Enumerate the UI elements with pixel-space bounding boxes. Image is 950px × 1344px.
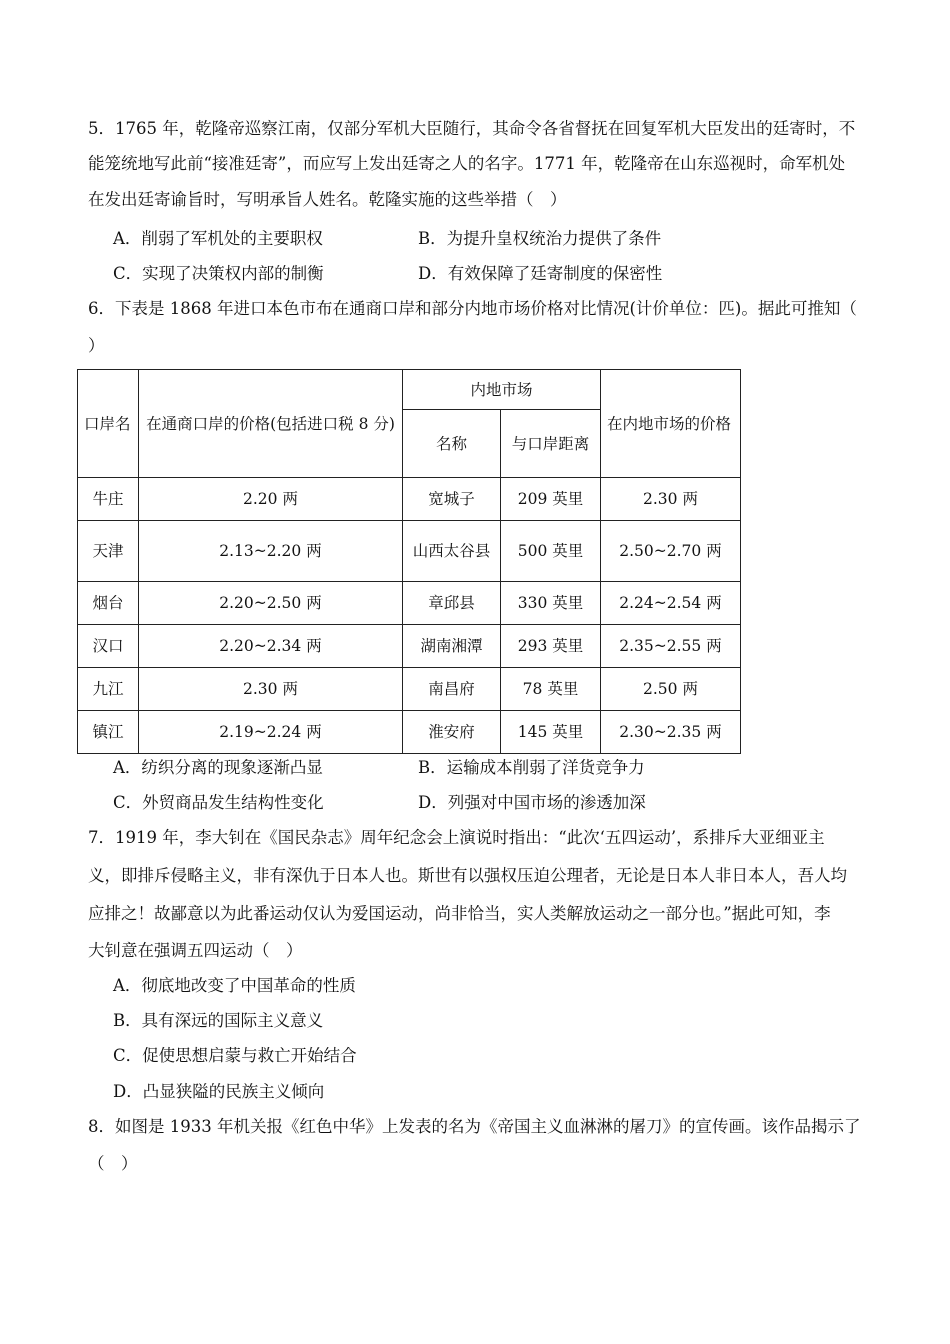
cell-name: 湖南湘潭	[403, 625, 501, 668]
header-inland-price: 在内地市场的价格	[601, 370, 741, 478]
table-row	[78, 478, 741, 521]
cell-inland-price: 2.35~2.55 两	[601, 625, 741, 668]
price-table	[77, 369, 741, 754]
cell-port: 烟台	[78, 582, 139, 625]
cell-inland-price: 2.24~2.54 两	[601, 582, 741, 625]
cell-port-price: 2.13~2.20 两	[139, 521, 403, 582]
cell-port-price: 2.20 两	[139, 478, 403, 521]
table-row	[78, 711, 741, 754]
header-port-price: 在通商口岸的价格(包括进口税 8 分)	[139, 370, 403, 478]
cell-name: 淮安府	[403, 711, 501, 754]
cell-inland-price: 2.50 两	[601, 668, 741, 711]
cell-distance: 209 英里	[501, 478, 601, 521]
cell-inland-price: 2.50~2.70 两	[601, 521, 741, 582]
table-row	[78, 625, 741, 668]
q7-stem-line-3: 应排之！故鄙意以为此番运动仅认为爱国运动，尚非恰当，实人类解放运动之一部分也。”据此可知，李	[88, 904, 831, 923]
cell-port: 九江	[78, 668, 139, 711]
q7-option-d: D．凸显狭隘的民族主义倾向	[113, 1082, 325, 1101]
q7-option-c: C．促使思想启蒙与救亡开始结合	[113, 1046, 357, 1065]
q8-stem-line-2: （ ）	[88, 1154, 138, 1173]
q7-stem-line-4: 大钊意在强调五四运动（ ）	[88, 941, 303, 960]
q5-stem-line-1: 5．1765 年，乾隆帝巡察江南，仅部分军机大臣随行，其命令各省督抚在回复军机大臣发出的廷寄时，不	[88, 119, 856, 138]
q7-option-a: A．彻底地改变了中国革命的性质	[113, 976, 356, 995]
q6-stem-line-2: ）	[88, 336, 105, 355]
cell-port: 牛庄	[78, 478, 139, 521]
cell-distance: 78 英里	[501, 668, 601, 711]
cell-distance: 145 英里	[501, 711, 601, 754]
q5-option-a: A．削弱了军机处的主要职权	[113, 229, 323, 248]
q8-stem-line-1: 8．如图是 1933 年机关报《红色中华》上发表的名为《帝国主义血淋淋的屠刀》的宣传画。该作品揭示了	[88, 1117, 861, 1136]
q5-stem-line-3: 在发出廷寄谕旨时，写明承旨人姓名。乾隆实施的这些举措（ ）	[88, 190, 567, 209]
cell-distance: 330 英里	[501, 582, 601, 625]
q6-option-b: B．运输成本削弱了洋货竞争力	[418, 758, 645, 777]
header-port: 口岸名	[78, 370, 139, 478]
header-name: 名称	[403, 410, 501, 478]
cell-inland-price: 2.30~2.35 两	[601, 711, 741, 754]
cell-distance: 293 英里	[501, 625, 601, 668]
cell-port: 天津	[78, 521, 139, 582]
q6-option-d: D．列强对中国市场的渗透加深	[418, 793, 646, 812]
q6-option-a: A．纺织分离的现象逐渐凸显	[113, 758, 323, 777]
cell-name: 南昌府	[403, 668, 501, 711]
cell-distance: 500 英里	[501, 521, 601, 582]
header-inland-market: 内地市场	[403, 370, 601, 410]
cell-port: 镇江	[78, 711, 139, 754]
q7-option-b: B．具有深远的国际主义意义	[113, 1011, 324, 1030]
q5-option-c: C．实现了决策权内部的制衡	[113, 264, 324, 283]
q6-stem-line-1: 6．下表是 1868 年进口本色市布在通商口岸和部分内地市场价格对比情况(计价单位：匹)。据此可推知（	[88, 299, 857, 318]
cell-inland-price: 2.30 两	[601, 478, 741, 521]
cell-port-price: 2.20~2.34 两	[139, 625, 403, 668]
cell-port-price: 2.19~2.24 两	[139, 711, 403, 754]
table-row	[78, 668, 741, 711]
cell-name: 宽城子	[403, 478, 501, 521]
cell-port-price: 2.30 两	[139, 668, 403, 711]
cell-port-price: 2.20~2.50 两	[139, 582, 403, 625]
q5-option-b: B．为提升皇权统治力提供了条件	[418, 229, 662, 248]
q7-stem-line-1: 7．1919 年，李大钊在《国民杂志》周年纪念会上演说时指出：“此次‘五四运动’，系排斥大亚细亚主	[88, 828, 825, 847]
table-row	[78, 582, 741, 625]
q7-stem-line-2: 义，即排斥侵略主义，非有深仇于日本人也。斯世有以强权压迫公理者，无论是日本人非日本人，吾人均	[88, 866, 847, 885]
cell-name: 章邱县	[403, 582, 501, 625]
q6-option-c: C．外贸商品发生结构性变化	[113, 793, 324, 812]
q5-option-d: D．有效保障了廷寄制度的保密性	[418, 264, 663, 283]
q5-stem-line-2: 能笼统地写此前“接准廷寄”，而应写上发出廷寄之人的名字。1771 年，乾隆帝在山东巡视时，命军机处	[88, 154, 846, 173]
cell-port: 汉口	[78, 625, 139, 668]
header-distance: 与口岸距离	[501, 410, 601, 478]
cell-name: 山西太谷县	[403, 521, 501, 582]
table-row	[78, 521, 741, 582]
